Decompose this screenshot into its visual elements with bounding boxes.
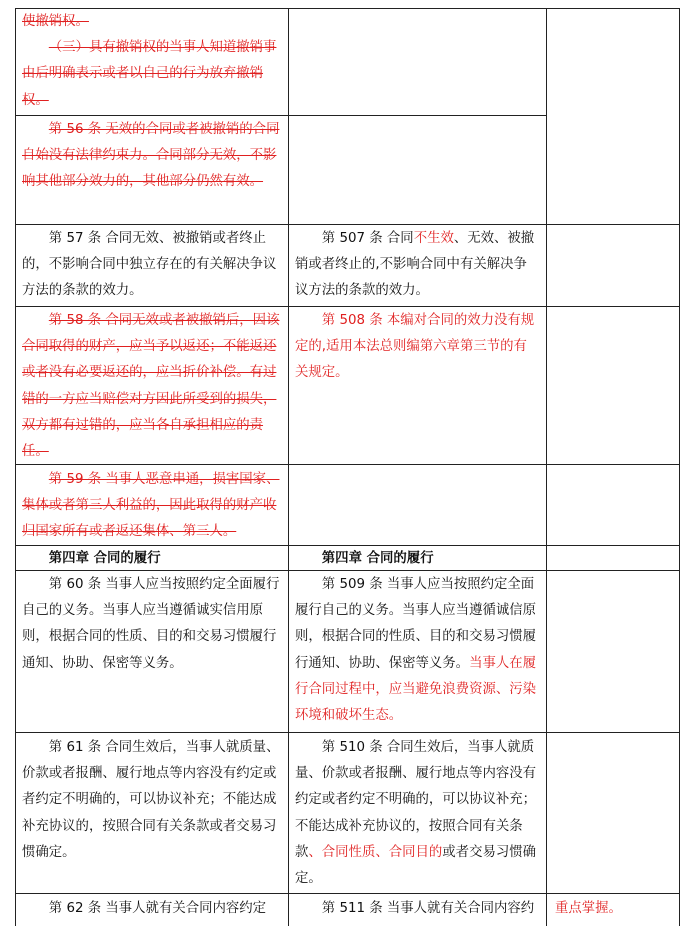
row4-new-cell: 第 508 条 本编对合同的效力没有规定的,适用本法总则编第六章第三节的有关规定。 <box>295 313 535 381</box>
row2-old-cell: 第 56 条 无效的合同或者被撤销的合同自始没有法律约束力。合同部分无效，不影响其他部分效力的，其他部分仍然有效。 <box>22 122 280 190</box>
row8-old-cell: 第 62 条 当事人就有关合同内容约定 <box>48 901 267 916</box>
row1-old-cell <box>16 9 288 115</box>
row1-old-item3: （三）具有撤销权的当事人知道撤销事由后明确表示或者以自己的行为放弃撤销权。 <box>22 40 277 108</box>
row8-note-cell: 重点掌握。 <box>555 901 622 916</box>
row1-old-tail: 使撤销权。 <box>22 14 89 29</box>
row4-old-cell: 第 58 条 合同无效或者被撤销后，因该合同取得的财产，应当予以返还；不能返还或者没有必要返还的，应当折价补偿。有过错的一方应当赔偿对方因此所受到的损失，双方都有过错的，应当各自承担相应的责任。 <box>22 313 280 460</box>
row7-new-cell <box>289 735 546 893</box>
row6-new-cell <box>289 572 546 732</box>
row-divider <box>15 893 680 894</box>
row6-new-text: 第 509 条 当事人应当按照约定全面履行自己的义务。当事人应当遵循诚信原则，根据合同的性质、目的和交易习惯履行通知、协助、保密等义务。 <box>295 577 537 671</box>
row7-new-highlight: 、合同性质、合同目的 <box>308 844 443 860</box>
row3-new-highlight: 不生效 <box>413 231 454 246</box>
row7-old-cell: 第 61 条 合同生效后，当事人就质量、价款或者报酬、履行地点等内容没有约定或者约定不明确的，可以协议补充；不能达成补充协议的，按照合同有关条款或者交易习惯确定。 <box>22 740 280 860</box>
row8-new-cell: 第 511 条 当事人就有关合同内容约 <box>321 901 535 916</box>
row-divider <box>15 306 680 307</box>
row3-old-cell: 第 57 条 合同无效、被撤销或者终止的，不影响合同中独立存在的有关解决争议方法的条款的效力。 <box>22 231 277 299</box>
row6-new-highlight: 当事人在履行合同过程中，应当避免浪费资源、污染环境和破坏生态。 <box>295 655 537 724</box>
column-divider-2 <box>546 8 547 926</box>
row5-old-cell: 第 59 条 当事人恶意串通，损害国家、集体或者第三人利益的，因此取得的财产收归国家所有或者返还集体、第三人。 <box>22 472 280 540</box>
chapter-heading-old: 第四章 合同的履行 <box>48 551 161 566</box>
row-divider <box>15 115 547 116</box>
table-border-right <box>679 8 680 926</box>
row7-new-text-b: 或者交易习惯确定。 <box>295 844 537 887</box>
row6-old-cell: 第 60 条 当事人应当按照约定全面履行自己的义务。当事人应当遵循诚实信用原则，根据合同的性质、目的和交易习惯履行通知、协助、保密等义务。 <box>22 577 280 671</box>
row-divider <box>15 224 680 225</box>
row-divider <box>15 570 680 571</box>
chapter-heading-new: 第四章 合同的履行 <box>321 551 434 566</box>
row7-new-text-a: 第 510 条 合同生效后，当事人就质量、价款或者报酬、履行地点等内容没有约定或者约定不明确的，可以协议补充；不能达成补充协议的，按照合同有关条款 <box>295 740 537 860</box>
row3-new-text-b: 、无效、被撤销或者终止的,不影响合同中有关解决争议方法的条款的效力。 <box>295 231 535 299</box>
row-divider <box>15 464 680 465</box>
row3-new-text-a: 第 507 条 合同 <box>321 231 414 246</box>
row-divider <box>15 732 680 733</box>
row3-new-cell <box>289 226 546 306</box>
